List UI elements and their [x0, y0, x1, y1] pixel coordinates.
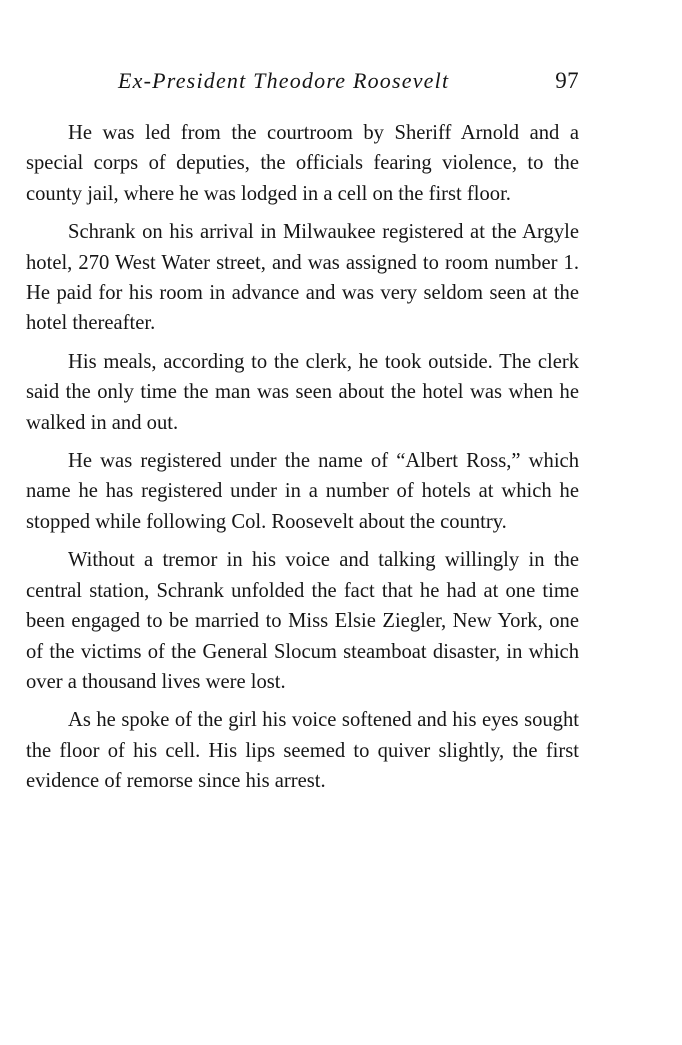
running-head — [26, 68, 579, 104]
paragraph-4: He was registered under the name of “Albert Ross,” which name he has registered under in a number of hotels at which he stopped while following Col. Roosevelt about the country. — [26, 450, 579, 533]
running-title: Ex-President Theodore Roosevelt — [118, 68, 450, 93]
paragraph-5: Without a tremor in his voice and talking willingly in the central station, Schrank unfolded the fact that he had at one time been engaged to be married to Miss Elsie Ziegler, New York, one of the victims of the General Slocum steamboat disaster, in which over a thousand lives were lost. — [26, 549, 579, 693]
body-text — [26, 118, 579, 797]
book-page — [26, 68, 579, 805]
paragraph-3: His meals, according to the clerk, he took outside. The clerk said the only time the man was seen about the hotel was when he walked in and out. — [26, 350, 579, 434]
paragraph-1: He was led from the courtroom by Sheriff Arnold and a special corps of deputies, the officials fearing violence, to the county jail, where he was lodged in a cell on the first floor. — [26, 122, 579, 205]
page-number: 97 — [555, 68, 579, 93]
paragraph-2: Schrank on his arrival in Milwaukee registered at the Argyle hotel, 270 West Water street, and was assigned to room number 1. He paid for his room in advance and was very seldom seen at the hotel thereafter. — [26, 221, 579, 335]
paragraph-6: As he spoke of the girl his voice softened and his eyes sought the floor of his cell. His lips seemed to quiver slightly, the first evidence of remorse since his arrest. — [26, 709, 579, 793]
